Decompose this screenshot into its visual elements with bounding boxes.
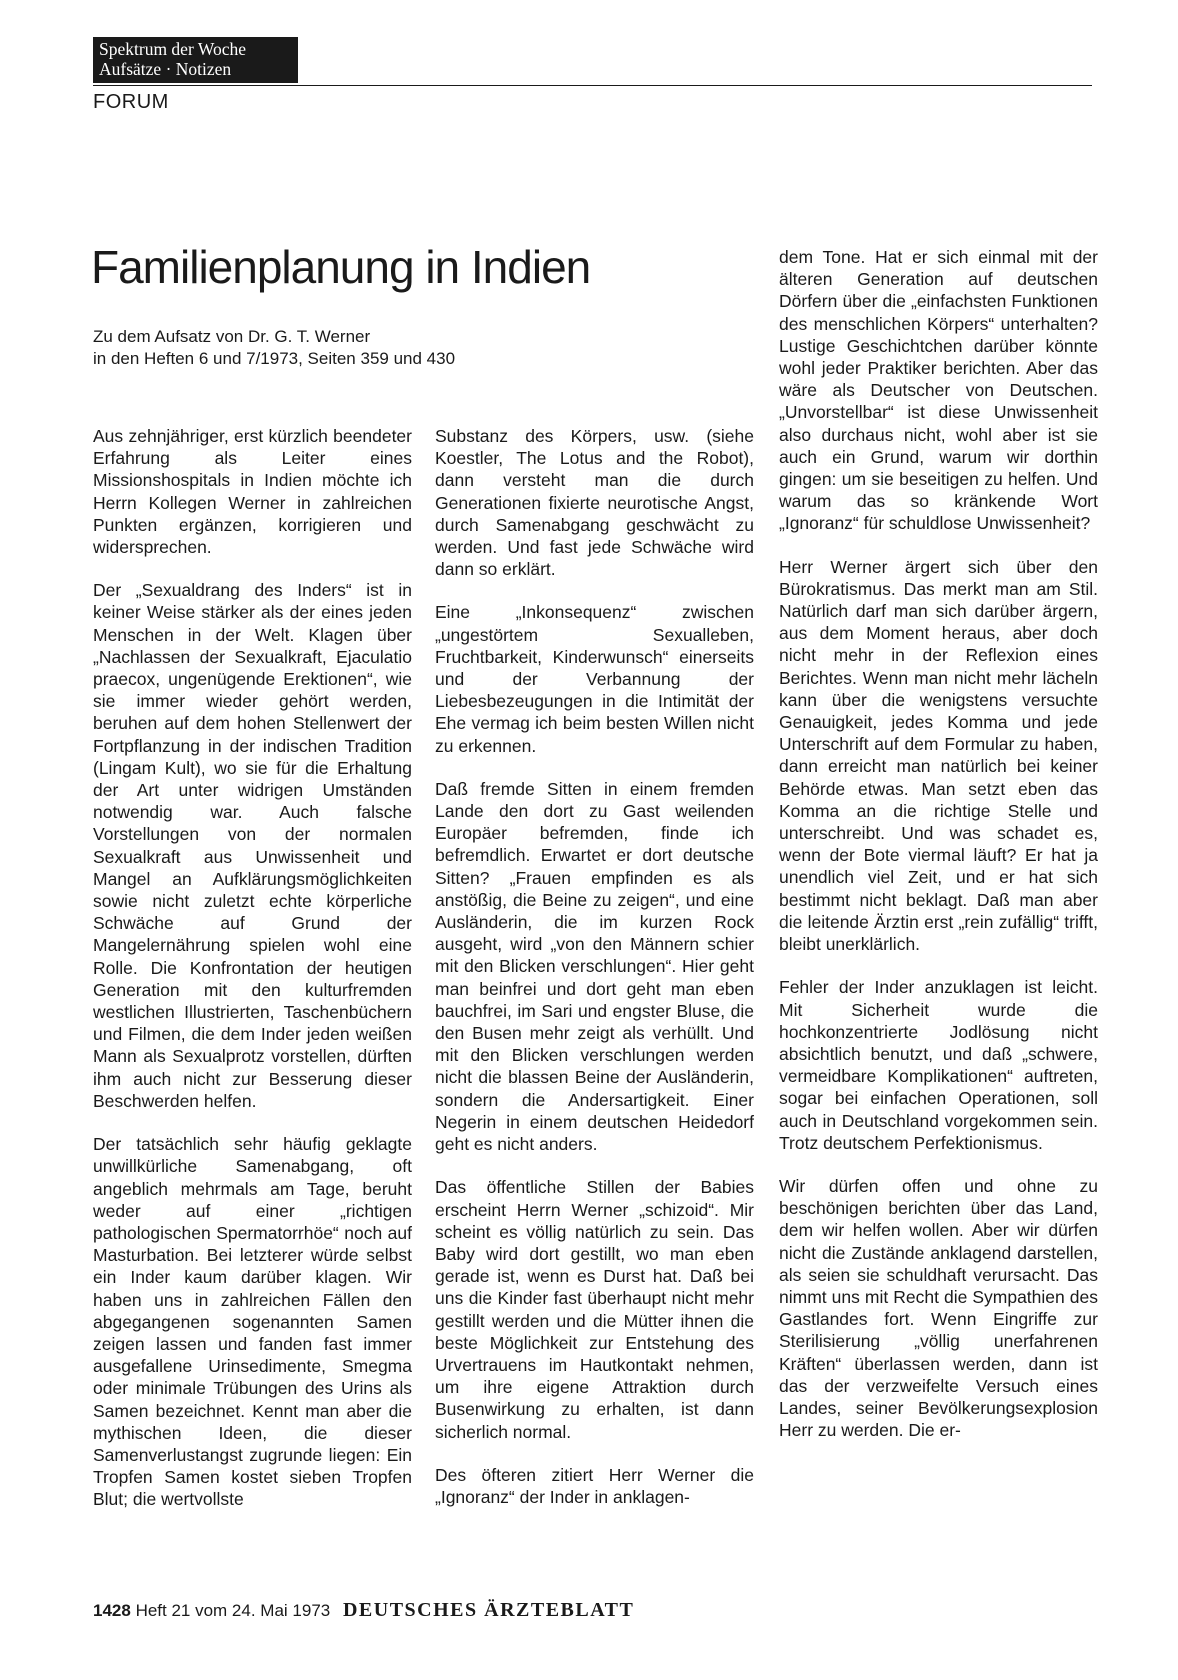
text-column-2 [435, 425, 754, 1508]
paragraph: Fehler der Inder anzuklagen ist leicht. Mit Sicherheit wurde die hochkonzentrierte Jodlösung nicht absichtlich benutzt, und daß „schwere, vermeidbare Komplikationen“ auftreten, sogar bei einfachen Operationen, soll auch in Deutschland vorgekommen sein. Trotz deutschem Perfektionismus. [779, 977, 1098, 1153]
text-column-1 [93, 425, 412, 1511]
paragraph: Substanz des Körpers, usw. (siehe Koestler, The Lotus and the Robot), dann versteht man die durch Generationen fixierte neurotische Angst, durch Samenabgang geschwächt zu werden. Und fast jede Schwäche wird dann so erklärt. [435, 426, 754, 580]
paragraph: Wir dürfen offen und ohne zu beschönigen berichten über das Land, dem wir helfen wollen. Aber wir dürfen nicht die Zustände anklagend darstellen, als seien sie schuldhaft verursacht. Das nimmt uns mit Recht die Sympathien des Gastlandes fort. Wenn Eingriffe zur Sterilisierung „völlig unerfahrenen Kräften“ überlassen werden, dann ist das der verzweifelte Versuch eines Landes, seiner Bevölkerungsexplosion Herr zu werden. Die er- [779, 1175, 1098, 1441]
paragraph: Aus zehnjähriger, erst kürzlich beendeter Erfahrung als Leiter eines Missionshospitals in Indien möchte ich Herrn Kollegen Werner in zahlreichen Punkten ergänzen, korrigieren und widersprechen. [93, 426, 412, 558]
paragraph: Herr Werner ärgert sich über den Bürokratismus. Das merkt man am Stil. Natürlich darf man sich darüber ärgern, aus dem Moment heraus, aber doch nicht mehr in der Reflexion eines Berichtes. Wenn man nicht mehr lächeln kann über die wenigstens versuchte Genauigkeit, jedes Komma und jede Unterschrift auf dem Formular zu haben, dann erreicht man natürlich bei keiner Behörde etwas. Man setzt eben das Komma an die richtige Stelle und unterschreibt. Und was schadet es, wenn der Bote viermal läuft? Er hat ja unendlich viel Zeit, und er hat sich bestimmt nicht beklagt. Daß man aber die leitende Ärztin erst „rein zufällig“ trifft, bleibt unerklärlich. [779, 556, 1098, 955]
paragraph: dem Tone. Hat er sich einmal mit der älteren Generation auf deutschen Dörfern über die „einfachsten Funktionen des menschlichen Körpers“ unterhalten? Lustige Geschichtchen darüber könnte wohl jeder Praktiker berichten. Aber das wäre als Deutscher von Deutschen. „Unvorstellbar“ ist diese Unwissenheit also durchaus nicht, wohl aber ist sie auch ein Grund, warum wir dorthin gingen: um sie beseitigen zu helfen. Und warum das so kränkende Wort „Ignoranz“ für schuldlose Unwissenheit? [779, 247, 1098, 534]
header-rule [93, 85, 1092, 86]
article-title: Familienplanung in Indien [91, 241, 591, 293]
journal-name: DEUTSCHES ÄRZTEBLATT [342, 1599, 635, 1621]
page-footer [93, 1599, 634, 1622]
badge-line-2: Aufsätze · Notizen [99, 59, 232, 79]
section-badge [93, 37, 298, 83]
article-subtitle [93, 326, 455, 370]
paragraph: Der „Sexualdrang des Inders“ ist in keiner Weise stärker als der eines jeden Menschen in der Welt. Klagen über „Nachlassen der Sexualkraft, Ejaculatio praecox, ungenügende Erektionen“, wie sie immer wieder gehört werden, beruhen auf dem hohen Stellenwert der Fortpflanzung in der indischen Tradition (Lingam Kult), wo sie für die Erhaltung der Art unter widrigen Umständen notwendig war. Auch falsche Vorstellungen von der normalen Sexualkraft aus Unwissenheit und Mangel an Aufklärungsmöglichkeiten sowie nicht zuletzt echte körperliche Schwäche auf Grund der Mangelernährung spielen wohl eine Rolle. Die Konfrontation der heutigen Generation mit den kulturfremden westlichen Illustrierten, Taschenbüchern und Filmen, die dem Inder jeden weißen Mann als Sexualprotz vorstellen, dürften ihm auch nicht zur Besserung dieser Beschwerden helfen. [93, 580, 412, 1111]
issue-info: Heft 21 vom 24. Mai 1973 [135, 1601, 331, 1620]
section-label: FORUM [93, 91, 169, 113]
badge-line-1: Spektrum der Woche [99, 39, 246, 59]
paragraph: Der tatsächlich sehr häufig geklagte unwillkürliche Samenabgang, oft angeblich mehrmals am Tage, beruht weder auf einer „richtigen pathologischen Spermatorrhöe“ noch auf Masturbation. Bei letzterer würde selbst ein Inder kaum darüber klagen. Wir haben uns in zahlreichen Fällen den abgegangenen sogenannten Samen zeigen lassen und fanden fast immer ausgefallene Urinsedimente, Smegma oder minimale Trübungen des Urins als Samen bezeichnet. Kennt man aber die mythischen Ideen, die dieser Samenverlustangst zugrunde liegen: Ein Tropfen Samen kostet sieben Tropfen Blut; die wertvollste [93, 1134, 412, 1510]
paragraph: Daß fremde Sitten in einem fremden Lande den dort zu Gast weilenden Europäer befremden, finde ich befremdlich. Erwartet er dort deutsche Sitten? „Frauen empfinden es als anstößig, die Beine zu zeigen“, und eine Ausländerin, die im kurzen Rock ausgeht, wird „von den Männern schier mit den Blicken verschlungen“. Hier geht man beinfrei und dort geht man eben bauchfrei, im Sari und engster Bluse, die den Busen mehr zeigt als verhüllt. Und mit den Blicken verschlungen werden nicht die blassen Beine der Ausländerin, sondern die Andersartigkeit. Einer Negerin in einem deutschen Heidedorf geht es nicht anders. [435, 778, 754, 1155]
page-number: 1428 [93, 1601, 131, 1620]
paragraph: Eine „Inkonsequenz“ zwischen „ungestörtem Sexualleben, Fruchtbarkeit, Kinderwunsch“ einerseits und der Verbannung der Liebesbezeugungen in die Intimität der Ehe vermag ich beim besten Willen nicht zu erkennen. [435, 602, 754, 756]
subtitle-line-1: Zu dem Aufsatz von Dr. G. T. Werner [93, 327, 371, 346]
subtitle-line-2: in den Heften 6 und 7/1973, Seiten 359 und 430 [93, 349, 456, 368]
paragraph: Des öfteren zitiert Herr Werner die „Ignoranz“ der Inder in anklagen- [435, 1464, 754, 1507]
text-column-3 [779, 246, 1098, 1441]
paragraph: Das öffentliche Stillen der Babies erscheint Herrn Werner „schizoid“. Mir scheint es völlig natürlich zu sein. Das Baby wird dort gestillt, wo man eben gerade ist, wenn es Durst hat. Daß bei uns die Kinder fast überhaupt nicht mehr gestillt werden und die Mütter ihnen die beste Möglichkeit zur Entstehung des Urvertrauens im Hautkontakt nehmen, um ihre eigene Attraktion durch Busenwirkung zu erhalten, ist dann sicherlich normal. [435, 1177, 754, 1442]
